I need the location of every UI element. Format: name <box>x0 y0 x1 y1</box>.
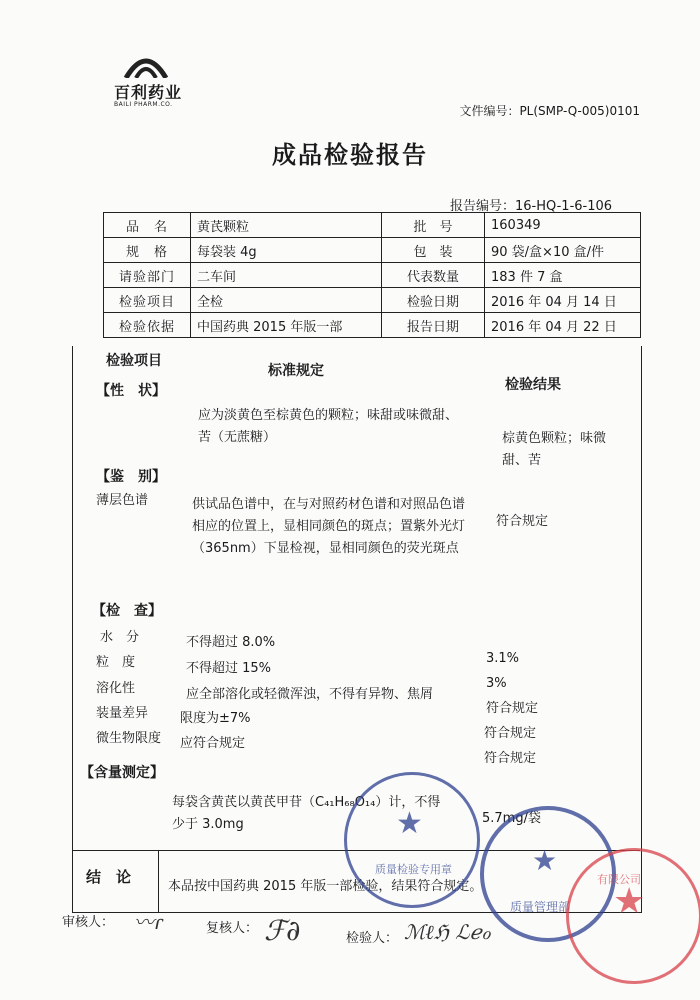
company-stamp <box>566 848 700 984</box>
identification-result: 符合规定 <box>496 514 549 529</box>
exam-item-granularity: 粒 度 <box>96 655 136 670</box>
tester-label: 检验人： <box>346 931 399 946</box>
item-label: 检验项目 <box>104 288 191 313</box>
header-row-basis <box>104 313 641 338</box>
exam-standard-moisture: 不得超过 8.0% <box>186 635 276 650</box>
exam-item-microbial: 微生物限度 <box>96 731 162 746</box>
exam-result-granularity: 3% <box>486 676 507 691</box>
qty-value: 183 件 7 盒 <box>485 263 641 288</box>
report-date-value: 2016 年 04 月 22 日 <box>485 313 641 338</box>
report-date-label: 报告日期 <box>382 313 485 338</box>
product-value: 黄芪颗粒 <box>191 213 382 238</box>
report-number: 报告编号：16-HQ-1-6-106 <box>450 199 613 214</box>
qty-label: 代表数量 <box>382 263 485 288</box>
exam-result-weight-variation: 符合规定 <box>484 726 537 741</box>
logo-name-en: BAILI PHARM.CO. <box>114 101 173 108</box>
logo-arch-icon <box>122 50 170 78</box>
section-identification-title: 【鉴 别】 <box>96 469 166 485</box>
package-value: 90 袋/盒×10 盒/件 <box>485 238 641 263</box>
basis-label: 检验依据 <box>104 313 191 338</box>
company-stamp-star-icon: ★ <box>613 881 646 922</box>
tester-signature: ℳℓℌ ℒℯℴ <box>404 920 491 944</box>
qc-stamp-star-icon: ★ <box>396 806 423 841</box>
exam-standard-dissolution: 应全部溶化或轻微浑浊，不得有异物、焦屑 <box>186 687 434 702</box>
section-examination-title: 【检 查】 <box>92 603 162 619</box>
exam-standard-granularity: 不得超过 15% <box>186 661 272 676</box>
identification-standard: 供试品色谱中，在与对照药材色谱和对照品色谱相应的位置上，显相同颜色的斑点；置紫外光灯（365nm）下显检视，显相同颜色的荧光斑点 <box>192 497 466 556</box>
checker-signature: ℱ∂ <box>264 914 301 947</box>
assay-standard: 每袋含黄芪以黄芪甲苷（C₄₁H₆₈O₁₄）计，不得少于 3.0mg <box>172 795 441 832</box>
column-result-heading: 检验结果 <box>505 377 561 393</box>
exam-result-microbial: 符合规定 <box>484 751 537 766</box>
product-label: 品 名 <box>104 213 191 238</box>
section-assay-title: 【含量测定】 <box>80 765 164 781</box>
exam-result-moisture: 3.1% <box>486 651 520 666</box>
character-standard: 应为淡黄色至棕黄色的颗粒；味甜或味微甜、苦（无蔗糖） <box>198 408 459 445</box>
conclusion-label: 结 论 <box>86 868 132 886</box>
header-row-product <box>104 213 641 238</box>
checker-label: 复核人： <box>206 921 259 936</box>
qa-stamp-star-icon: ★ <box>532 844 558 877</box>
logo-name-cn: 百利药业 <box>114 83 183 102</box>
character-result: 棕黄色颗粒；味微甜、苦 <box>502 431 607 468</box>
spec-label: 规 格 <box>104 238 191 263</box>
exam-item-moisture: 水 分 <box>100 630 140 645</box>
company-stamp-text: 有限公司 <box>597 873 641 886</box>
qa-stamp-text: 质量管理部 <box>510 900 571 914</box>
section-character-title: 【性 状】 <box>96 383 166 399</box>
qc-stamp-text: 质量检验专用章 <box>375 863 452 876</box>
company-logo <box>112 50 182 108</box>
reviewer-signature: 〰ɾ <box>134 910 164 934</box>
header-row-item <box>104 288 641 313</box>
exam-result-dissolution: 符合规定 <box>486 701 539 716</box>
header-row-dept <box>104 263 641 288</box>
dept-label: 请验部门 <box>104 263 191 288</box>
exam-standard-weight-variation: 限度为±7% <box>180 711 251 726</box>
header-table <box>103 212 641 338</box>
spec-value: 每袋装 4g <box>191 238 382 263</box>
test-date-value: 2016 年 04 月 14 日 <box>485 288 641 313</box>
conclusion-column-divider <box>158 850 159 912</box>
basis-value: 中国药典 2015 年版一部 <box>191 313 382 338</box>
package-label: 包 装 <box>382 238 485 263</box>
qc-stamp <box>344 772 480 908</box>
reviewer-label: 审核人： <box>62 915 115 930</box>
column-item-heading: 检验项目 <box>106 353 162 369</box>
conclusion-text: 本品按中国药典 2015 年版一部检验，结果符合规定。 <box>168 879 483 894</box>
item-value: 全检 <box>191 288 382 313</box>
exam-item-weight-variation: 装量差异 <box>96 706 149 721</box>
test-date-label: 检验日期 <box>382 288 485 313</box>
exam-standard-microbial: 应符合规定 <box>180 736 246 751</box>
exam-item-dissolution: 溶化性 <box>96 681 136 696</box>
batch-label: 批 号 <box>382 213 485 238</box>
dept-value: 二车间 <box>191 263 382 288</box>
header-row-spec <box>104 238 641 263</box>
column-standard-heading: 标准规定 <box>268 363 324 379</box>
assay-result: 5.7mg/袋 <box>482 811 541 826</box>
batch-value: 160349 <box>485 213 641 238</box>
page-title: 成品检验报告 <box>272 141 428 169</box>
identification-item: 薄层色谱 <box>96 493 149 508</box>
document-number: 文件编号：PL(SMP-Q-005)0101 <box>459 104 640 118</box>
